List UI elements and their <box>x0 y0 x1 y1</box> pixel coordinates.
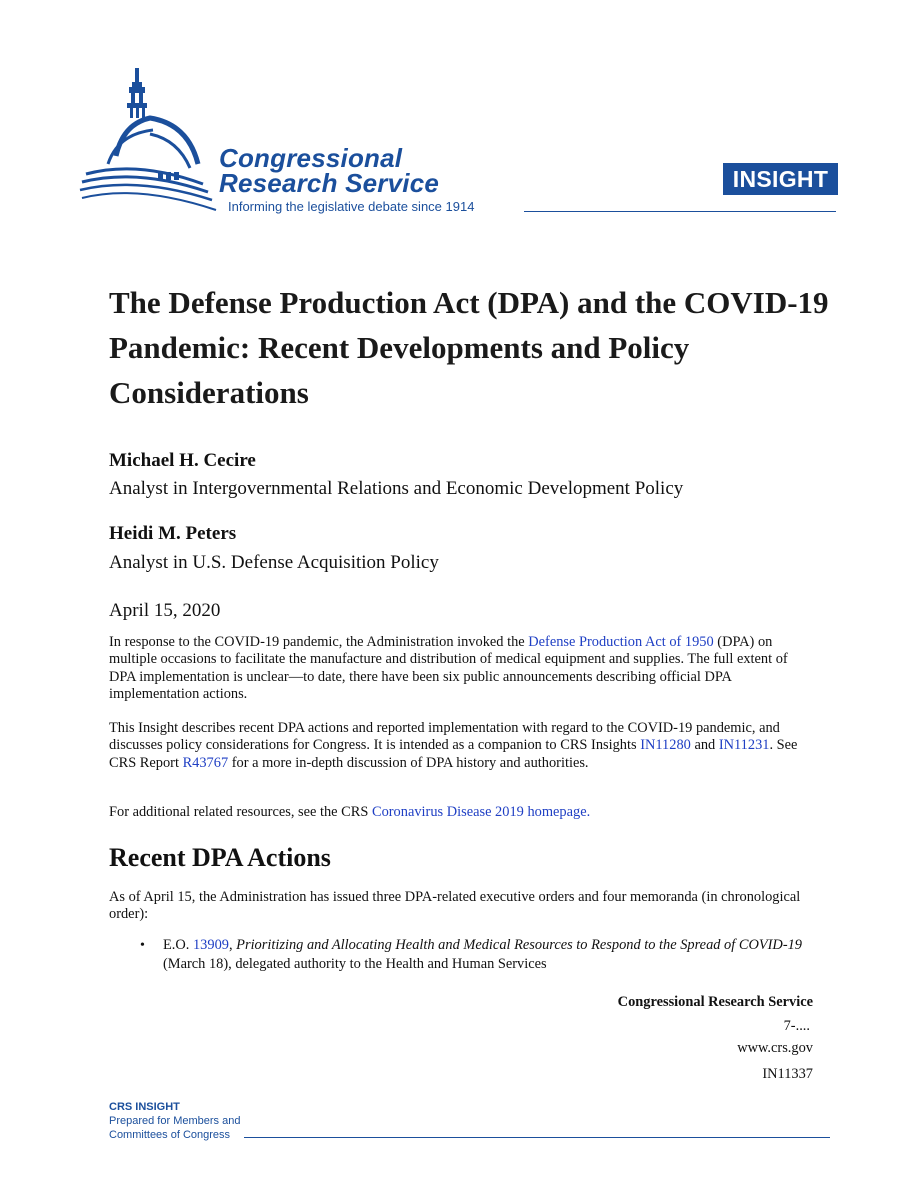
document-title: The Defense Production Act (DPA) and the COVID-19 Pandemic: Recent Developments and Policy Considerations <box>109 285 829 410</box>
paragraph-resources <box>109 804 814 821</box>
text: . See CRS Report <box>109 737 798 771</box>
bullet-marker: • <box>140 938 145 953</box>
footer-org: Congressional Research Service <box>617 994 813 1010</box>
author-name: Heidi M. Peters <box>109 523 237 544</box>
link-r43767[interactable]: R43767 <box>182 754 229 771</box>
text: For additional related resources, see the CRS <box>109 804 372 820</box>
text: E.O. <box>163 937 193 953</box>
text: for a more in-depth discussion of DPA history and authorities. <box>228 754 589 771</box>
bullet-item: E.O. 13909, Prioritizing and Allocating Health and Medical Resources to Respond to the Spread of COVID-19 (March 18), delegated authority to the Health and Human Services <box>163 937 803 972</box>
footer-number: 7-.... <box>783 1018 810 1034</box>
footer-report-id: IN11337 <box>762 1066 813 1082</box>
org-name-line2: Research Service <box>219 168 440 198</box>
insight-badge: INSIGHT <box>723 163 838 195</box>
section-intro <box>109 889 814 924</box>
footer-website: www.crs.gov <box>737 1040 813 1056</box>
link-in11280[interactable]: IN11280 <box>640 737 691 754</box>
text: As of April 15, the Administration has issued three DPA-related executive orders and four memoranda (in chronological order): <box>109 889 801 923</box>
prepared-line1: Prepared for Members and <box>109 1115 241 1127</box>
tagline: Informing the legislative debate since 1914 <box>228 199 475 214</box>
text: This Insight describes recent DPA actions and reported implementation with regard to the COVID-19 pandemic, and discusses policy considerations for Congress. It is intended as a companion to CRS Insights <box>109 720 780 754</box>
text: (DPA) on multiple occasions to facilitate the manufacture and distribution of medical equipment and supplies. The full extent of DPA implementation is unclear—to date, there have been six public announcements describing official DPA implementation actions. <box>109 634 788 703</box>
footer-rule <box>244 1137 830 1138</box>
link-in11231[interactable]: IN11231 <box>718 737 770 754</box>
link-dpa-1950[interactable]: Defense Production Act of 1950 <box>528 634 714 650</box>
author-name: Michael H. Cecire <box>109 450 256 471</box>
section-heading: Recent DPA Actions <box>109 843 331 872</box>
capitol-dome-logo-icon <box>78 64 223 214</box>
link-coronavirus-homepage[interactable]: Coronavirus Disease 2019 homepage. <box>371 804 591 820</box>
tagline-rule <box>524 211 836 212</box>
author-role: Analyst in Intergovernmental Relations and Economic Development Policy <box>109 478 684 499</box>
text: and <box>690 737 719 754</box>
author-role: Analyst in U.S. Defense Acquisition Policy <box>109 552 439 573</box>
link-eo-13909[interactable]: 13909 <box>192 937 229 953</box>
eo-title: Prioritizing and Allocating Health and Medical Resources to Respond to the Spread of COVID-19 <box>236 937 803 953</box>
crs-insight-footer <box>109 1100 240 1142</box>
paragraph-purpose <box>109 720 814 772</box>
org-name <box>219 143 440 198</box>
org-name-line1: Congressional <box>219 143 403 173</box>
text: (March 18), delegated authority to the Health and Human Services <box>163 956 547 972</box>
publication-date: April 15, 2020 <box>109 600 221 621</box>
paragraph-intro <box>109 634 814 704</box>
crs-insight-label: CRS INSIGHT <box>109 1101 180 1113</box>
text: In response to the COVID-19 pandemic, the Administration invoked the <box>109 634 529 650</box>
prepared-line2: Committees of Congress <box>109 1129 231 1141</box>
